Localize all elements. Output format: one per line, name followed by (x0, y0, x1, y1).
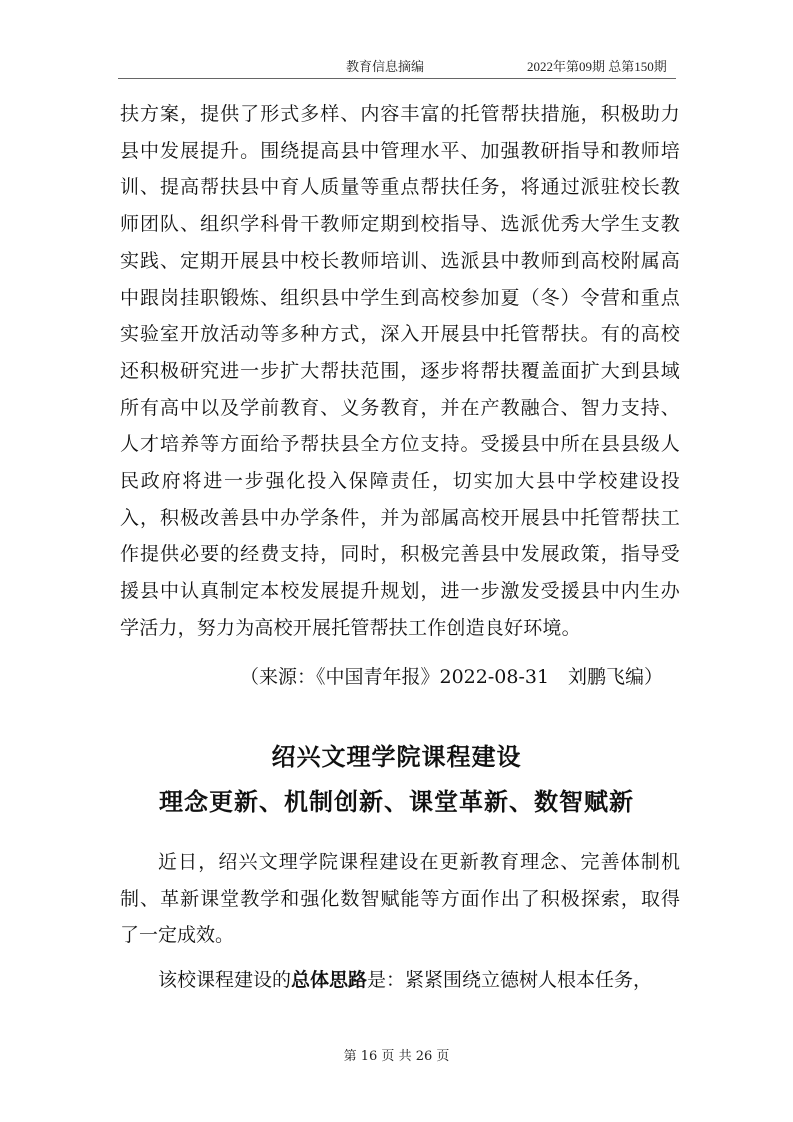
page-footer: 第 16 页 共 26 页 (343, 1049, 450, 1064)
text-line: 师团队、组织学科骨干教师定期到校指导、选派优秀大学生支教 (120, 213, 680, 236)
text-line: 了一定成效。 (120, 924, 235, 947)
text-line: 中跟岗挂职锻炼、组织县中学生到高校参加夏（冬）令营和重点 (120, 286, 680, 309)
text-line: 实践、定期开展县中校长教师培训、选派县中教师到高校附属高 (120, 249, 680, 272)
publication-name: 教育信息摘编 (346, 59, 425, 74)
text-line: 扶方案，提供了形式多样、内容丰富的托管帮扶措施，积极助力 (120, 103, 680, 125)
text-line: 实验室开放活动等多种方式，深入开展县中托管帮扶。有的高校 (120, 323, 680, 346)
source-attribution: （来源：《中国青年报》2022-08-31 刘鹏飞编） (240, 666, 664, 688)
text-line: 民政府将进一步强化投入保障责任，切实加大县中学校建设投 (120, 470, 680, 493)
text-line: 县中发展提升。围绕提高县中管理水平、加强教研指导和教师培 (120, 139, 680, 162)
article-title: 绍兴文理学院课程建设 (271, 743, 522, 771)
issue-number: 2022年第09期 总第150期 (527, 59, 667, 74)
text-line: 学活力，努力为高校开展托管帮扶工作创造良好环境。 (120, 616, 581, 639)
paragraph-line (120, 962, 680, 999)
text-line: 制、革新课堂教学和强化数智赋能等方面作出了积极探索，取得 (120, 887, 680, 910)
text-line: 作提供必要的经费支持，同时，积极完善县中发展政策，指导受 (120, 543, 680, 566)
text-line: 入，积极改善县中办学条件，并为部属高校开展县中托管帮扶工 (120, 506, 680, 529)
text-line: 训、提高帮扶县中育人质量等重点帮扶任务，将通过派驻校长教 (120, 176, 680, 199)
text-line: 援县中认真制定本校发展提升规划，进一步激发受援县中内生办 (120, 580, 680, 603)
article-subtitle: 理念更新、机制创新、课堂革新、数智赋新 (159, 788, 634, 816)
page-header (0, 52, 793, 76)
text-line: 人才培养等方面给予帮扶县全方位支持。受援县中所在县县级人 (120, 433, 680, 456)
article-body (120, 844, 680, 999)
header-divider (118, 78, 676, 79)
para-prefix: 该校课程建设的 (158, 969, 292, 992)
text-line: 近日，绍兴文理学院课程建设在更新教育理念、完善体制机 (158, 851, 680, 873)
bold-keyword: 总体思路 (291, 969, 368, 992)
para-suffix: 是：紧紧围绕立德树人根本任务， (367, 969, 653, 992)
previous-article-body (120, 96, 680, 647)
text-line: 还积极研究进一步扩大帮扶范围，逐步将帮扶覆盖面扩大到县域 (120, 359, 680, 382)
text-line: 所有高中以及学前教育、义务教育，并在产教融合、智力支持、 (120, 396, 680, 419)
